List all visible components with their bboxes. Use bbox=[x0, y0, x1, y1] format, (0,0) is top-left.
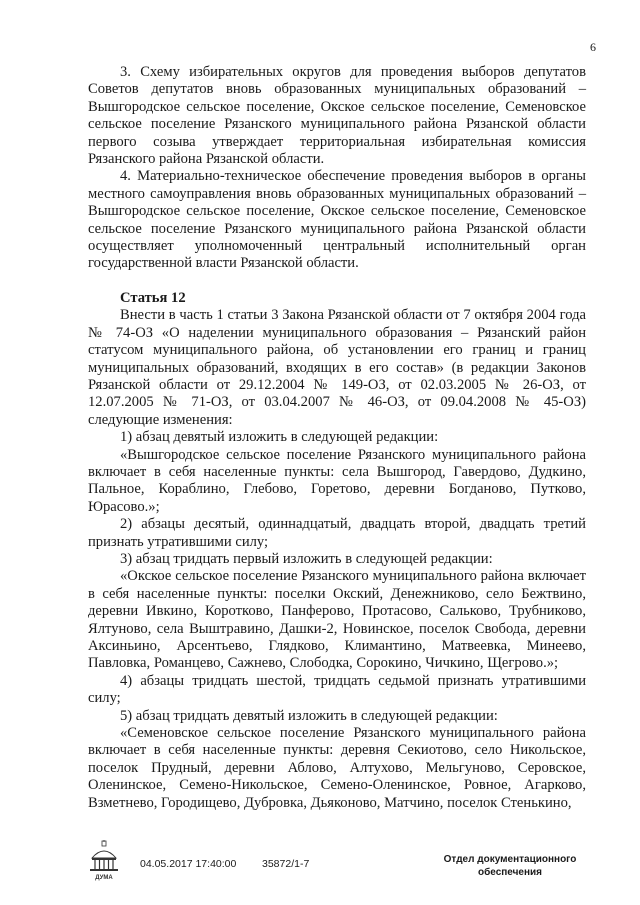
article-intro: Внести в часть 1 статьи 3 Закона Рязанской области от 7 октября 2004 года № 74-ОЗ «О наделении муниципального образования – Рязанский район статусом муниципального района, об установлении его границ и границ муниципальных образований, входящих в его состав» (в редакции Законов Рязанской области от 29.12.2004 № 149-ОЗ, от 02.03.2005 № 26-ОЗ, от 12.07.2005 № 71-ОЗ, от 03.04.2007 № 46-ОЗ, от 09.04.2008 № 45-ОЗ) следующие изменения: bbox=[88, 307, 586, 428]
amendment-1-text: «Вышгородское сельское поселение Рязанского муниципального района включает в себя населенные пункты: села Вышгород, Гавердово, Дудкино, Пальное, Кораблино, Глебово, Горетово, деревни Богданово, Путково, Юрасово.»; bbox=[88, 446, 586, 515]
article-heading: Статья 12 bbox=[120, 289, 186, 306]
duma-building-icon bbox=[86, 840, 122, 882]
amendment-5: 5) абзац тридцать девятый изложить в следующей редакции: bbox=[120, 707, 498, 724]
footer-department bbox=[430, 853, 590, 879]
paragraph-4: 4. Материально-техническое обеспечение проведения выборов в органы местного самоуправления вновь образованных муниципальных образований – Вышгородское сельское поселение, Окское сельское поселение, Семеновское сельское поселение Рязанского муниципального района Рязанской области осуществляет уполномоченный центральный исполнительный орган государственной власти Рязанской области. bbox=[88, 168, 586, 272]
document-footer bbox=[0, 838, 640, 888]
logo-text: ДУМА bbox=[95, 875, 113, 881]
document-body bbox=[88, 64, 586, 812]
paragraph-3: 3. Схему избирательных округов для проведения выборов депутатов Советов депутатов вновь образованных муниципальных образований – Вышгородское сельское поселение, Окское сельское поселение, Семеновское сельское поселение Рязанского муниципального района Рязанской области первого созыва утверждает территориальная избирательная комиссия Рязанского района Рязанской области. bbox=[88, 64, 586, 168]
footer-date: 04.05.2017 17:40:00 bbox=[140, 858, 237, 870]
amendment-5-text: «Семеновское сельское поселение Рязанского муниципального района включает в себя населенные пункты: деревня Секиотово, село Никольское, поселок Прудный, деревни Аблово, Алтухово, Мельгуново, Серовское, Оленинское, Семено-Никольское, Семено-Оленинское, Ровное, Агарково, Взметнево, Городищево, Дубровка, Дьяконово, Матчино, поселок Стенькино, bbox=[88, 725, 586, 811]
amendment-3-text: «Окское сельское поселение Рязанского муниципального района включает в себя населенные пункты: поселки Окский, Денежниково, село Бежтвино, деревни Ивкино, Коротково, Панферово, Протасово, Сальково, Трубниково, Ялтуново, села Выштравино, Дашки-2, Новинское, поселок Свобода, деревни Аксиньино, Арсентьево, Глядково, Климантино, Матвеевка, Минеево, Павловка, Романцево, Сажнево, Слободка, Сорокино, Чичкино, Щегрово.»; bbox=[88, 568, 586, 672]
footer-department-line1: Отдел документационного bbox=[443, 854, 577, 865]
page-number: 6 bbox=[590, 40, 596, 54]
footer-doc-number: 35872/1-7 bbox=[262, 858, 310, 870]
amendment-4: 4) абзацы тридцать шестой, тридцать седьмой признать утратившими силу; bbox=[88, 672, 586, 707]
footer-department-line2: обеспечения bbox=[477, 867, 543, 878]
amendment-2: 2) абзацы десятый, одиннадцатый, двадцать второй, двадцать третий признать утратившими силу; bbox=[88, 516, 586, 550]
amendment-1: 1) абзац девятый изложить в следующей редакции: bbox=[120, 429, 439, 446]
amendment-3: 3) абзац тридцать первый изложить в следующей редакции: bbox=[120, 550, 493, 567]
